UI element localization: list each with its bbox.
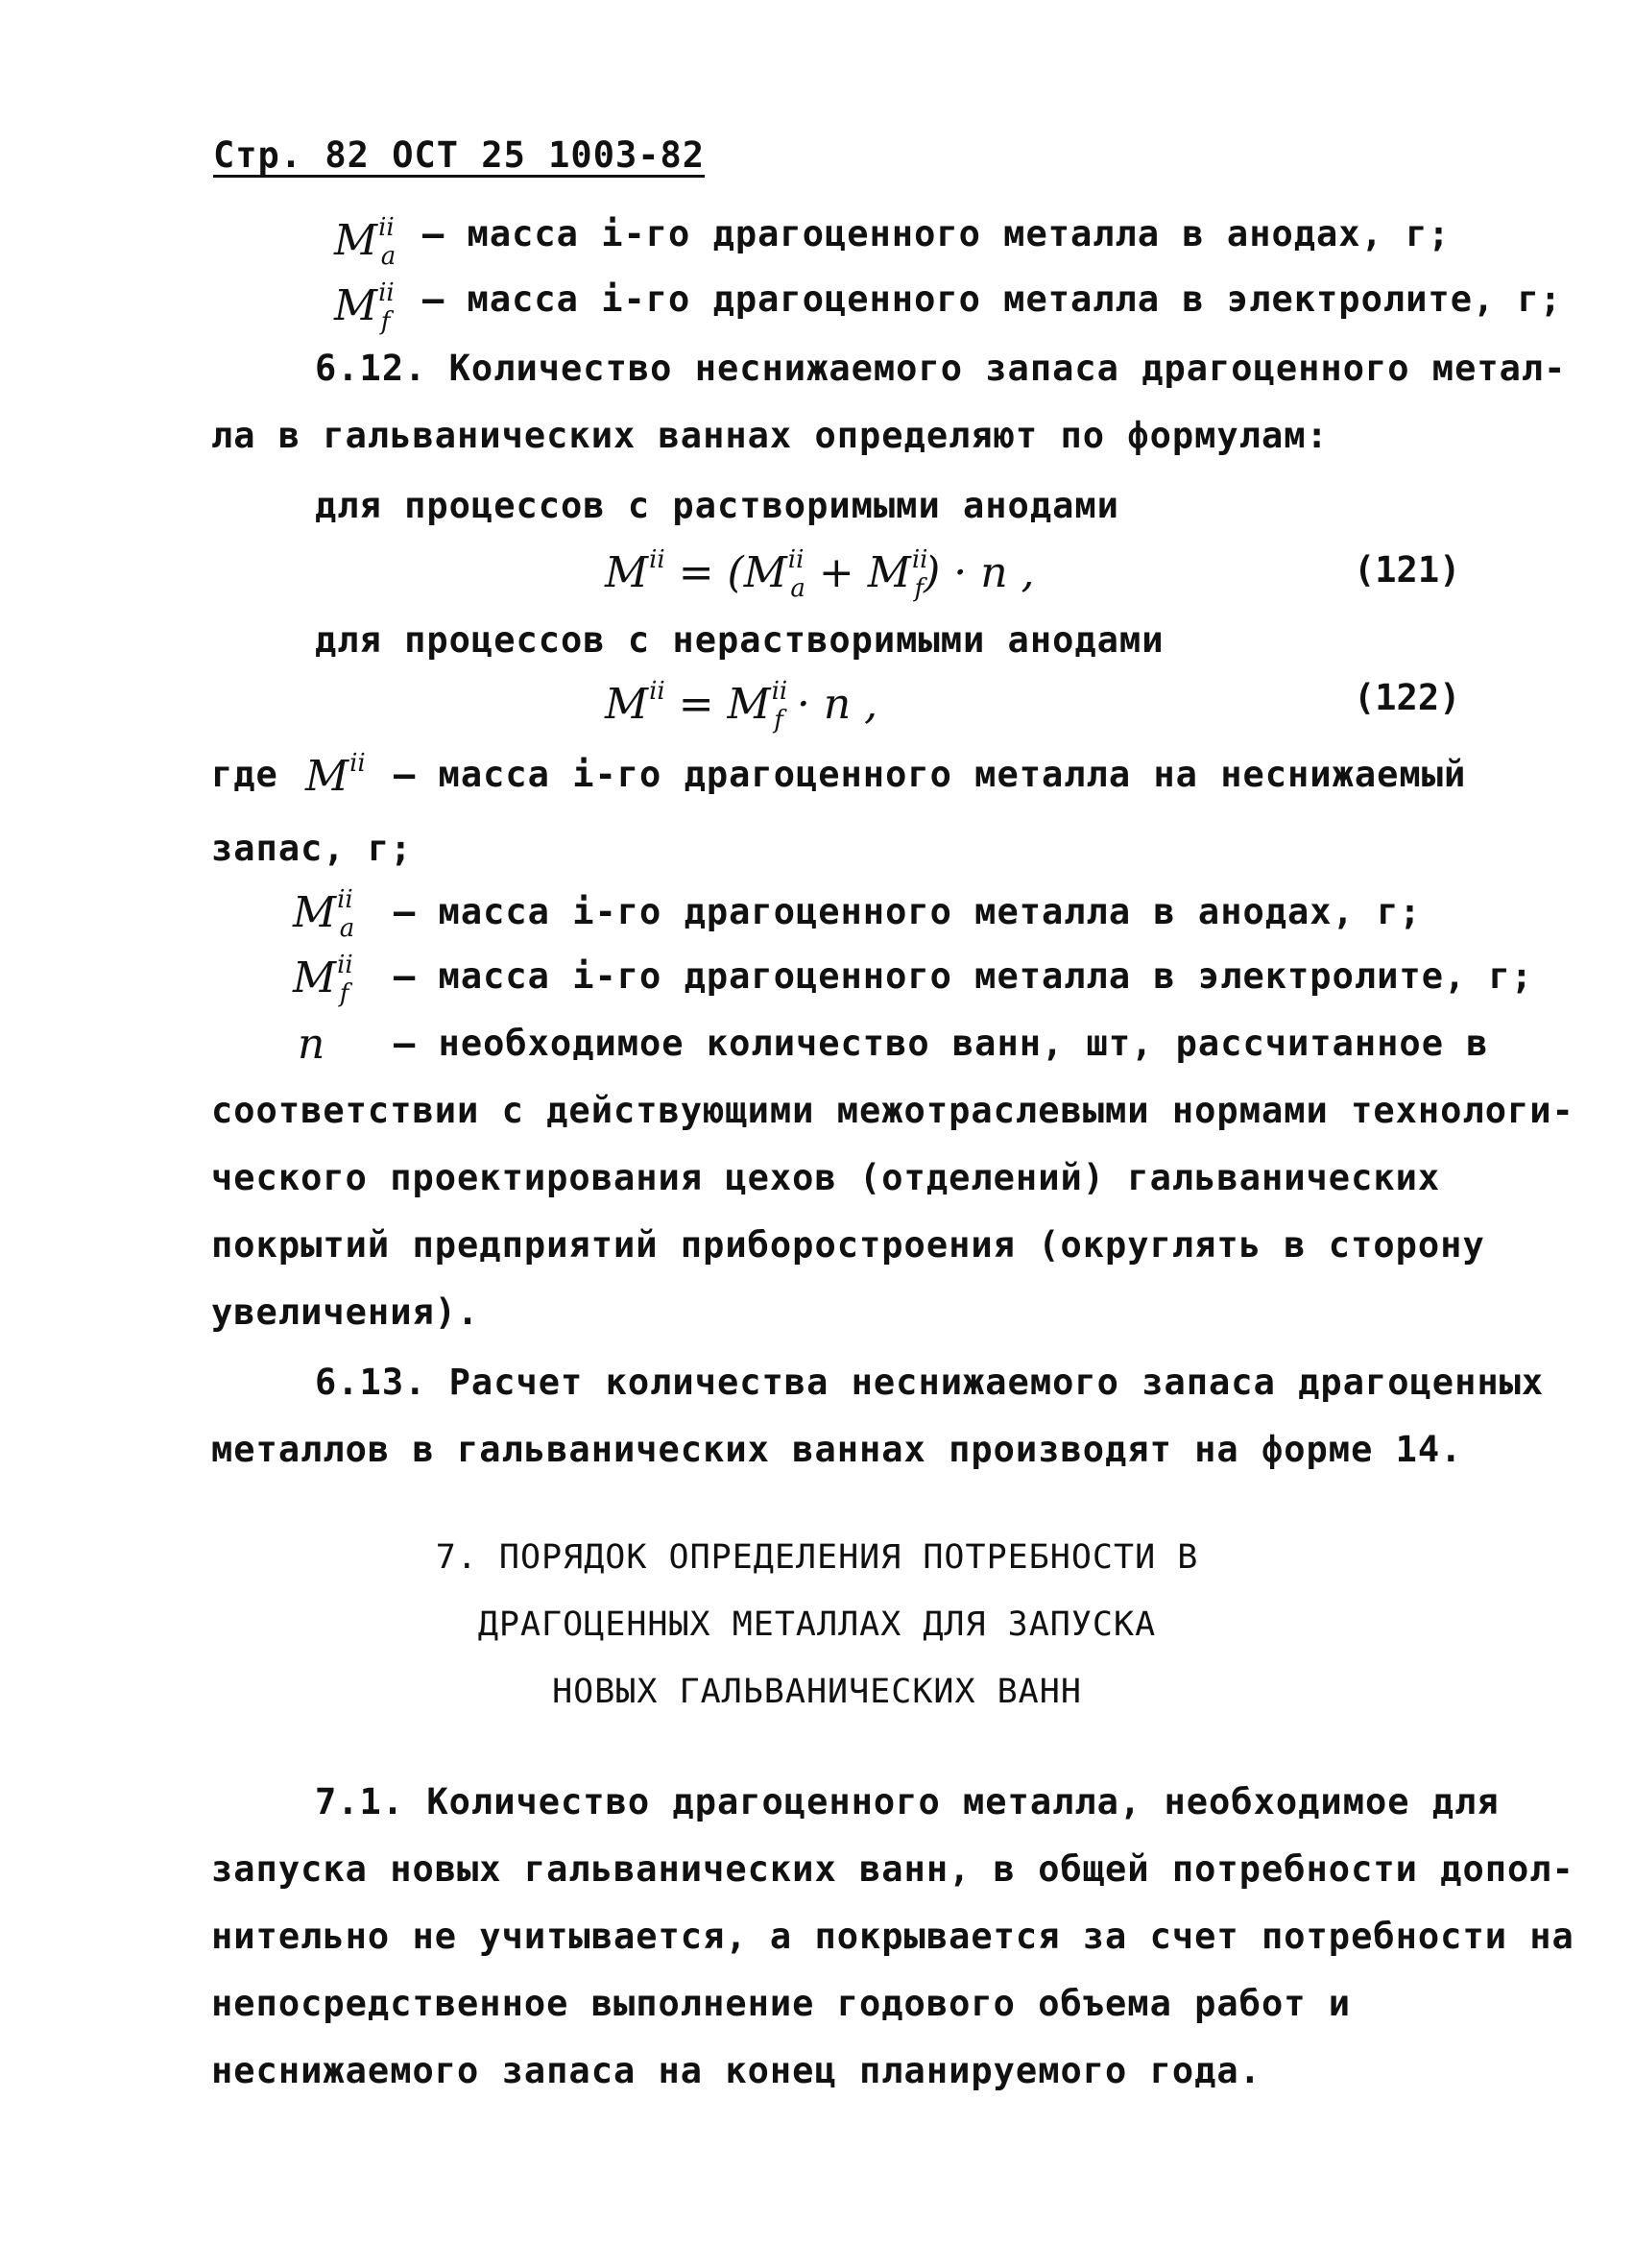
para-6-13-line1: 6.13. Расчет количества неснижаемого запаса драгоценных <box>315 1362 1545 1403</box>
symbol-n: n <box>298 1020 325 1069</box>
symbol-m-anode-2: $M^{ii}_a$ <box>293 885 355 943</box>
para-7-1-line2: запуска новых гальванических ванн, в общей потребности допол- <box>211 1848 1574 1890</box>
formula-122-number: (122) <box>1354 677 1461 718</box>
definition-n: – необходимое количество ванн, шт, рассчитанное в <box>394 1023 1489 1064</box>
para-6-12-line2: ла в гальванических ваннах определяют по формулам: <box>211 415 1329 456</box>
n-continuation-4: увеличения). <box>211 1291 480 1333</box>
symbol-m-electrolyte: $M^{ii}_f$ <box>334 278 395 336</box>
where-prefix: где <box>211 754 278 795</box>
n-continuation-3: покрытий предприятий приборостроения (округлять в сторону <box>211 1224 1485 1266</box>
n-continuation-2: ческого проектирования цехов (отделений) гальванических <box>211 1157 1441 1198</box>
section-7-heading-line2: ДРАГОЦЕННЫХ МЕТАЛЛАХ ДЛЯ ЗАПУСКА <box>477 1605 1157 1644</box>
para-7-1-line5: неснижаемого запаса на конец планируемого года. <box>211 2050 1262 2091</box>
formula-121-number: (121) <box>1354 549 1461 591</box>
definition-anode-mass-2: – масса i-го драгоценного металла в анодах, г; <box>394 891 1422 932</box>
where-line2: запас, г; <box>211 828 413 869</box>
para-6-13-line2: металлов в гальванических ваннах производят на форме 14. <box>211 1429 1463 1470</box>
formula-121: $M^{ii} = (M^{ii}_a + M^{ii}_f) \cdot n$ , <box>605 545 1035 603</box>
page-header: Стр. 82 ОСТ 25 1003-82 <box>213 134 706 176</box>
symbol-m-electrolyte-2: $M^{ii}_f$ <box>293 951 353 1008</box>
definition-electrolyte-mass: – масса i-го драгоценного металла в электролите, г; <box>422 278 1563 320</box>
definition-electrolyte-mass-2: – масса i-го драгоценного металла в электролите, г; <box>394 955 1534 997</box>
para-6-12-line1: 6.12. Количество неснижаемого запаса драгоценного метал- <box>315 348 1567 389</box>
where-line1: – масса i-го драгоценного металла на неснижаемый <box>394 754 1467 795</box>
section-7-heading-line3: НОВЫХ ГАЛЬВАНИЧЕСКИХ ВАНН <box>552 1673 1082 1711</box>
section-7-heading-line1: 7. ПОРЯДОК ОПРЕДЕЛЕНИЯ ПОТРЕБНОСТИ В <box>435 1538 1199 1577</box>
formula-122: $M^{ii} = M^{ii}_f \cdot n$ , <box>605 677 878 735</box>
symbol-m-total: $M^{ii}$ <box>305 749 366 801</box>
symbol-m-anode: $M^{ii}_a$ <box>334 213 396 271</box>
para-7-1-line4: непосредственное выполнение годового объема работ и <box>211 1983 1352 2024</box>
para-7-1-line1: 7.1. Количество драгоценного металла, необходимое для <box>315 1781 1500 1822</box>
n-continuation-1: соответствии с действующими межотраслевыми нормами технологи- <box>211 1090 1574 1131</box>
definition-anode-mass: – масса i-го драгоценного металла в анодах, г; <box>422 213 1451 254</box>
case-insoluble-anodes: для процессов с нерастворимыми анодами <box>315 619 1165 661</box>
case-soluble-anodes: для процессов с растворимыми анодами <box>315 485 1119 526</box>
para-7-1-line3: нительно не учитывается, а покрывается за счет потребности на <box>211 1916 1574 1957</box>
